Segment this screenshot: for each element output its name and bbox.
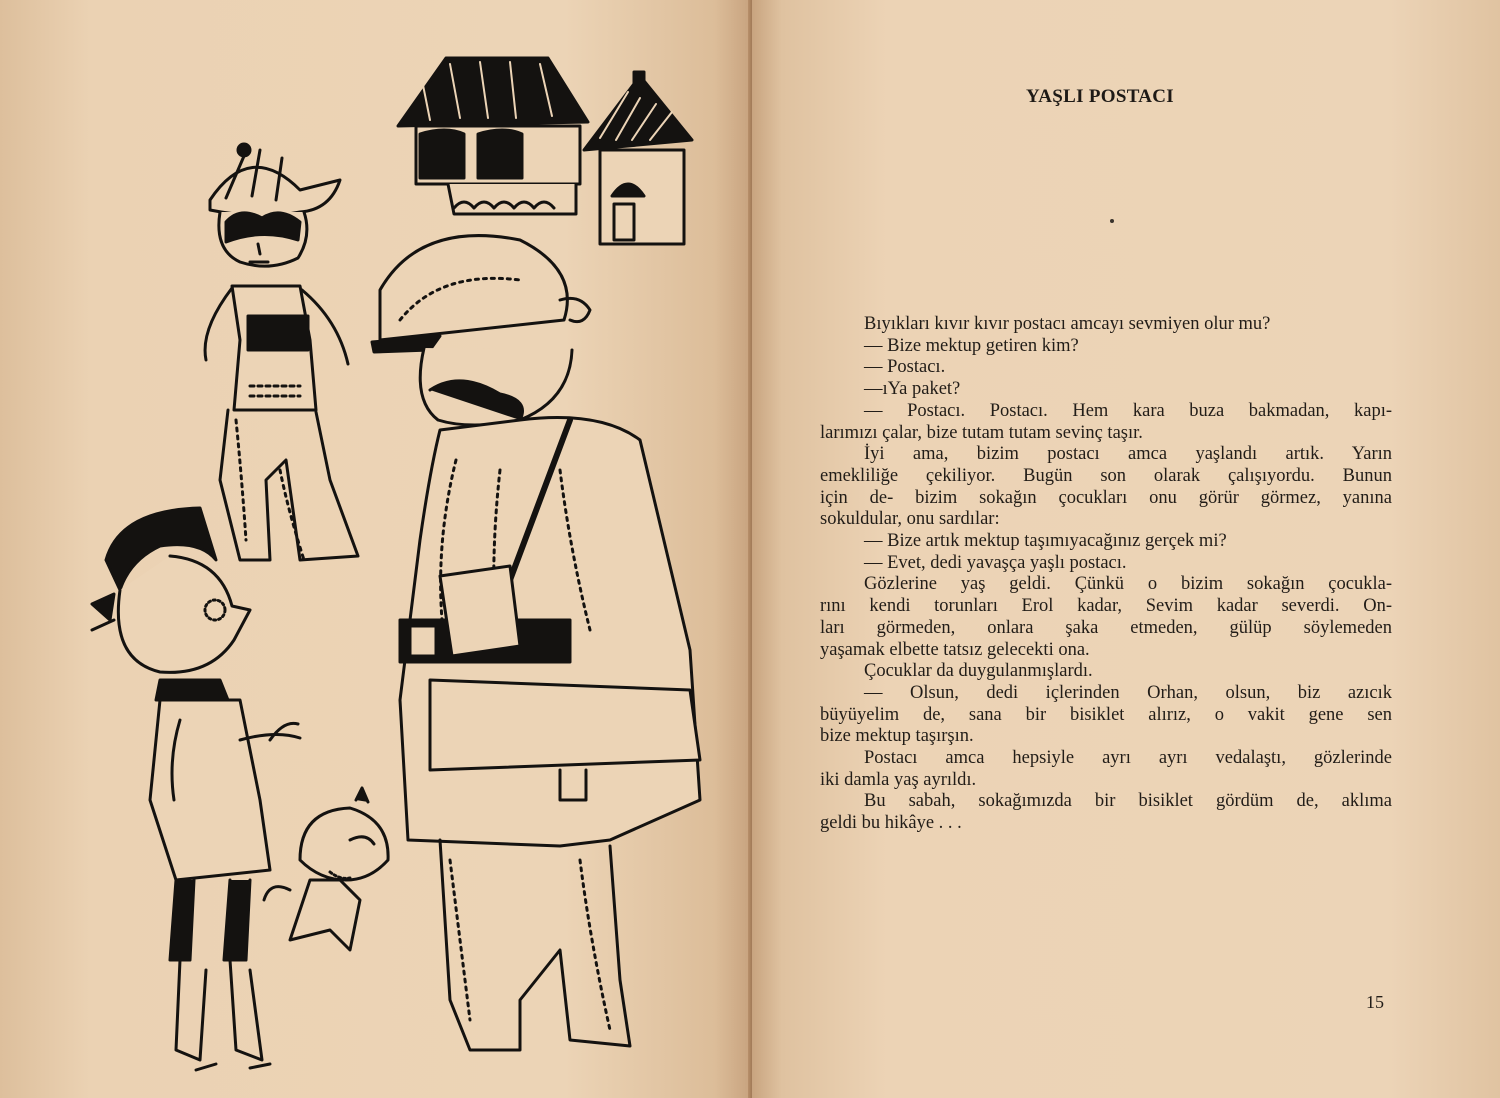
story-line: — Postacı. <box>864 357 946 378</box>
story-line: — Bize artık mektup taşımıyacağınız gerçek mi? <box>864 531 1227 552</box>
story-line: büyüyelim de, sana bir bisiklet alırız, o vakit gene sen <box>820 704 1392 725</box>
page-number: 15 <box>1366 992 1384 1012</box>
story-line: için de- bizim sokağın çocukları onu görür görmez, yanına <box>820 487 1392 508</box>
ornament-dot <box>1110 219 1114 223</box>
story-title: YAŞLI POSTACI <box>1025 86 1175 107</box>
story-line: Postacı amca hepsiyle ayrı ayrı vedalaştı, gözlerinde <box>864 748 1392 769</box>
postman-icon <box>372 236 700 1050</box>
story-line: larımızı çalar, bize tutam tutam sevinç taşır. <box>820 422 1143 443</box>
dog-icon <box>264 788 388 950</box>
story-line: bize mektup taşırşın. <box>820 726 974 747</box>
story-line: sokuldular, onu sardılar: <box>820 509 1000 530</box>
story-line: yaşamak elbette tatsız gelecekti ona. <box>820 639 1090 660</box>
story-line: geldi bu hikâye . . . <box>820 813 962 834</box>
story-line: — Postacı. Postacı. Hem kara buza bakmadan, kapı- <box>864 400 1392 421</box>
child-with-cap-icon <box>205 144 358 560</box>
story-line: rını kendi torunları Erol kadar, Sevim kadar severdi. On- <box>820 596 1392 617</box>
story-line: emekliliğe çekiliyor. Bugün son olarak çalışıyordu. Bunun <box>820 465 1392 486</box>
story-line: — Evet, dedi yavaşça yaşlı postacı. <box>864 552 1127 573</box>
story-body <box>820 314 1392 835</box>
story-line: — Bize mektup getiren kim? <box>864 335 1079 356</box>
child-with-bow-icon <box>92 508 300 1070</box>
story-line: İyi ama, bizim postacı amca yaşlandı artık. Yarın <box>864 444 1392 465</box>
story-line: Çocuklar da duygulanmışlardı. <box>864 661 1093 682</box>
story-line: iki damla yaş ayrıldı. <box>820 769 977 790</box>
story-line: ları görmeden, onlara şaka etmeden, gülüp söylemeden <box>820 617 1392 638</box>
story-line: Bu sabah, sokağımızda bir bisiklet gördüm de, aklıma <box>864 791 1392 812</box>
story-line: — Olsun, dedi içlerinden Orhan, olsun, biz azıcık <box>864 682 1392 703</box>
houses-icon <box>398 58 692 244</box>
story-line: —ıYa paket? <box>864 379 961 400</box>
story-line: Bıyıkları kıvır kıvır postacı amcayı sevmiyen olur mu? <box>864 314 1271 334</box>
story-line: Gözlerine yaş geldi. Çünkü o bizim sokağın çocukla- <box>864 574 1392 595</box>
